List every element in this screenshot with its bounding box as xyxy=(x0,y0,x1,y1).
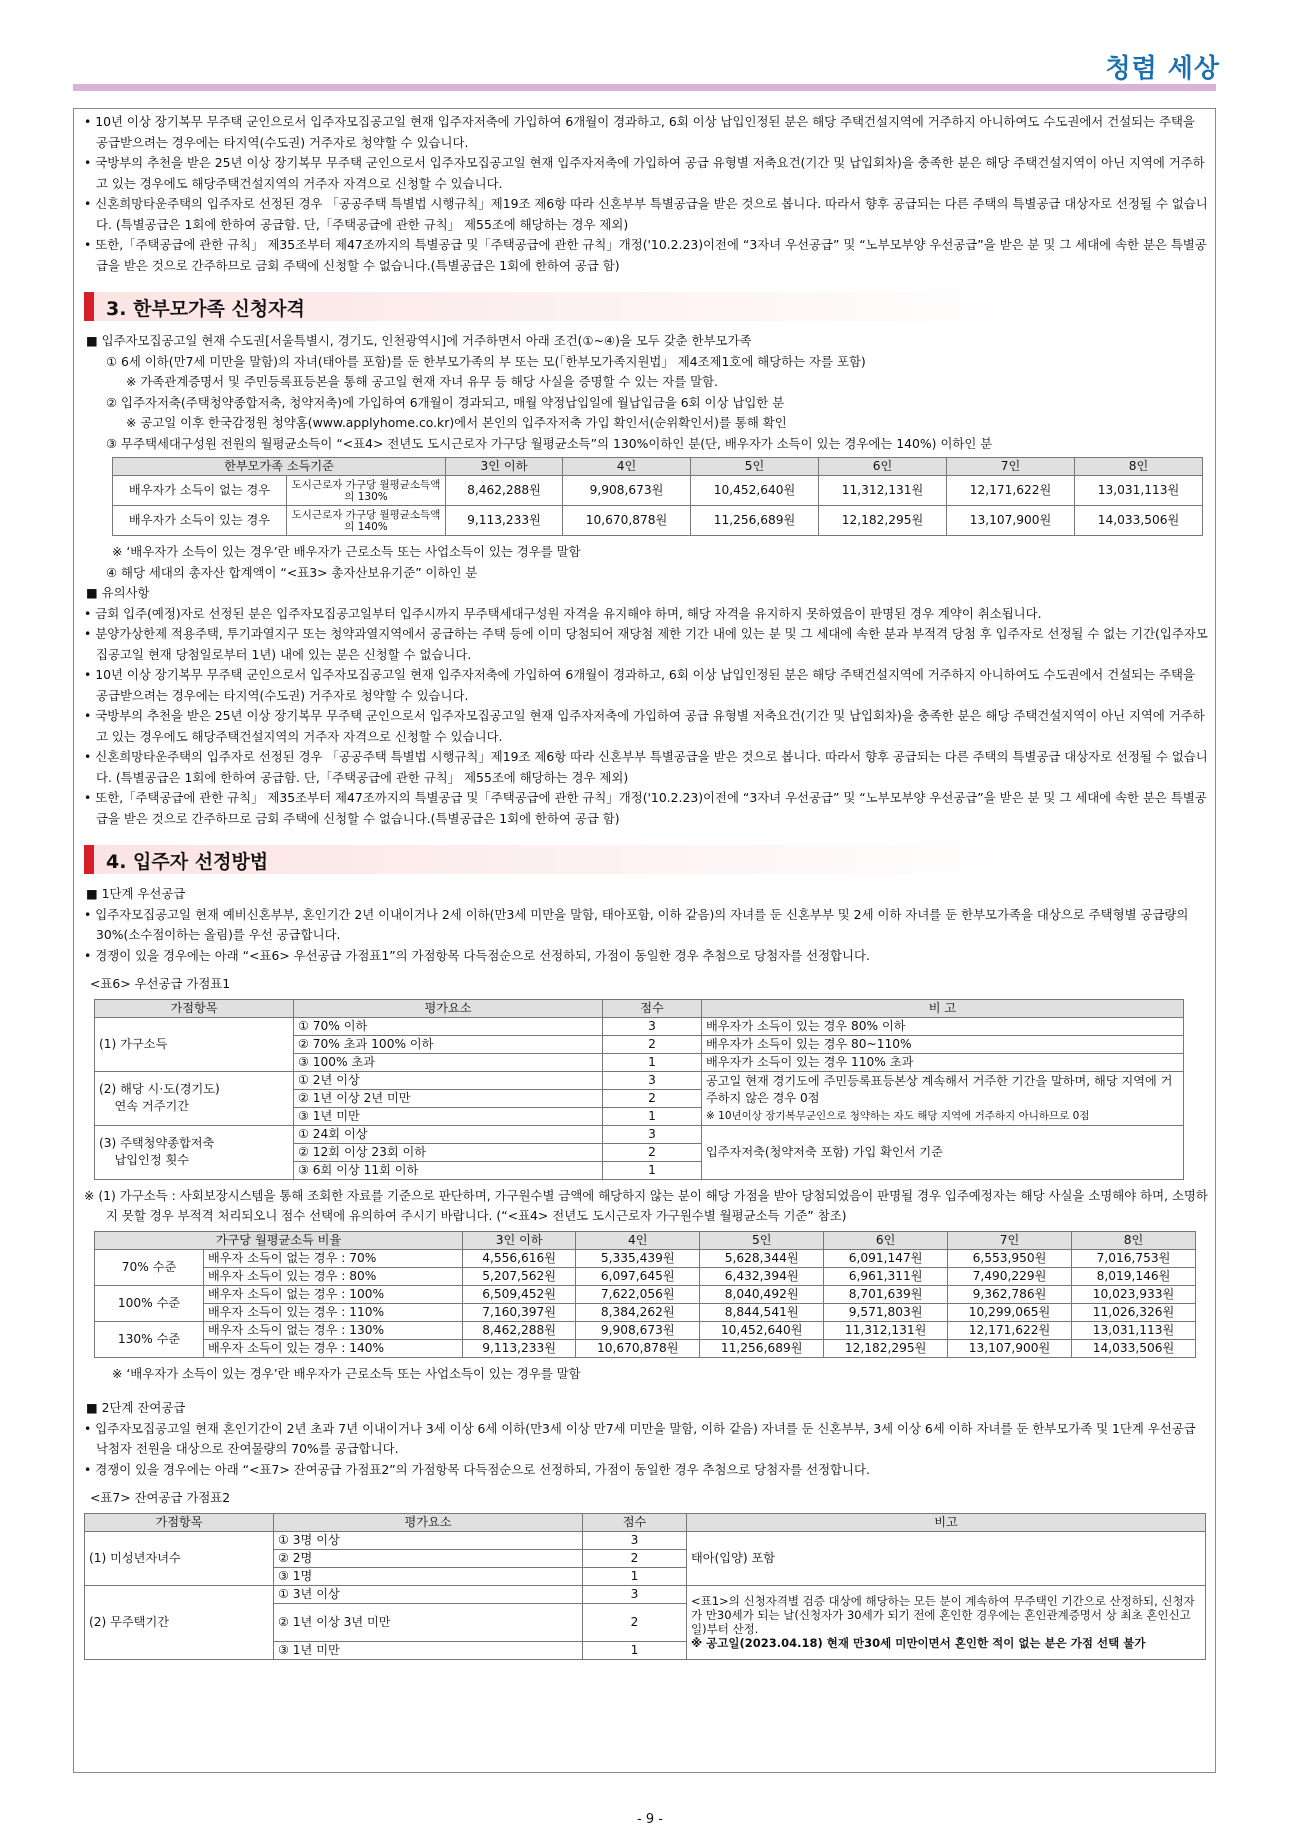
caution-item: • 신혼희망타운주택의 입주자로 선정된 경우 「공공주택 특별법 시행규칙」제19조 제6항 따라 신혼부부 특별공급을 받은 것으로 봅니다. 따라서 향후 공급되는 다른 주택의 특별공급 대상자로 선정될 수 없습니다. (특별공급은 1회에 한하여 공급함. 단,「주택공급에 관한 규칙」 제55조에 해당하는 경우 제외) xyxy=(84,749,1208,785)
table-header: 6인 xyxy=(819,458,947,476)
table6-caption: <표6> 우선공급 가점표1 xyxy=(90,976,231,991)
caution-title: ■ 유의사항 xyxy=(86,585,150,600)
step2-title: ■ 2단계 잔여공급 xyxy=(86,1400,186,1415)
table-row: 배우자가 소득이 없는 경우 도시근로자 가구당 월평균소득액의 130% 8,462,288원 9,908,673원 10,452,640원 11,312,131원 12,171,622원 13,031,113원 xyxy=(113,476,1203,506)
single-parent-income-table xyxy=(112,457,1203,536)
caution-item: • 국방부의 추천을 받은 25년 이상 장기복무 무주택 군인으로서 입주자모집공고일 현재 입주자저축에 가입하여 공급 유형별 저축요건(기간 및 납입회차)을 충족한 분은 해당 주택건설지역이 아닌 지역에 거주하고 있는 경우에도 해당주택건설지역의 거주자 자격으로 신청할 수 있습니다. xyxy=(84,708,1205,744)
caution-list xyxy=(84,604,1209,830)
section-heading-3: 3. 한부모가족 신청자격 xyxy=(84,292,1209,321)
condition-4: ④ 해당 세대의 총자산 합계액이 “<표3> 총자산보유기준” 이하인 분 xyxy=(106,564,478,580)
caution-item: • 또한,「주택공급에 관한 규칙」 제35조부터 제47조까지의 특별공급 및「주택공급에 관한 규칙」개정('10.2.23)이전에 “3자녀 우선공급” 및 “노부모부양 우선공급”을 받은 분 및 그 세대에 속한 분은 특별공급을 받은 것으로 간주하므로 금회 주택에 신청할 수 없습니다.(특별공급은 1회에 한하여 공급 함) xyxy=(84,790,1207,826)
page-content xyxy=(84,112,1209,1660)
caution-item: • 분양가상한제 적용주택, 투기과열지구 또는 청약과열지역에서 공급하는 주택 등에 이미 당첨되어 재당첨 제한 기간 내에 있는 분 및 그 세대에 속한 분과 부적격 당첨 후 입주자로 선정될 수 없는 기간(입주자모집공고일 현재 당첨일로부터 1년) 내에 있는 분은 신청할 수 없습니다. xyxy=(84,626,1208,662)
remaining-score-table: 가점항목 평가요소 점수 비고 (1) 미성년자녀수 ① 3명 이상 3 태아(입양) 포함 ② 2명 2 ③ 1명 1 (2) 무주택기간 ① 3년 이상 3 <표1>의 신청자격별 검증 대상에 해당하는 모든 분이 계속하여 무주택인 기간으로 산정하되, 신청자가 만30세가 되는 날(신청자가 30세가 되기 전에 혼인한 경우에는 혼인관계증명서 상 최초 혼인신고일)부터 산정. ※ 공고일(2023.04.18) 현재 만30세 미만이면서 혼인한 적이 없는 분은 가점 선택 불가 ② 1년 이상 3년 미만 2 ③ 1년 미만 1 xyxy=(84,1513,1206,1660)
table-header: 4인 xyxy=(563,458,691,476)
caution-item: • 금회 입주(예정)자로 선정된 분은 입주자모집공고일부터 입주시까지 무주택세대구성원 자격을 유지해야 하며, 해당 자격을 유지하지 못하였음이 판명된 경우 계약이 취소됩니다. xyxy=(84,605,1042,621)
header-rule xyxy=(73,84,1216,91)
table-header: 3인 이하 xyxy=(446,458,563,476)
sec3-lead: ■ 입주자모집공고일 현재 수도권[서울특별시, 경기도, 인천광역시]에 거주하면서 아래 조건(①~④)을 모두 갖춘 한부모가족 xyxy=(86,333,752,348)
step2-bullet: • 경쟁이 있을 경우에는 아래 “<표7> 잔여공급 가점표2”의 가점항목 다득점순으로 선정하되, 가점이 동일한 경우 추첨으로 당첨자를 선정합니다. xyxy=(84,1461,870,1477)
table-header: 8인 xyxy=(1074,458,1202,476)
condition-1-note: ※ 가족관계증명서 및 주민등록표등본을 통해 공고일 현재 자녀 유무 등 해당 사실을 증명할 수 있는 자를 말함. xyxy=(126,374,719,389)
step1-bullet: • 입주자모집공고일 현재 예비신혼부부, 혼인기간 2년 이내이거나 2세 이하(만3세 미만을 말함, 태아포함, 이하 같음)의 자녀를 둔 신혼부부 및 2세 이하 자녀를 둔 한부모가족을 대상으로 주택형별 공급량의 30%(소수점이하는 올림)를 우선 공급합니다. xyxy=(84,906,1189,942)
intro-bullet: • 국방부의 추천을 받은 25년 이상 장기복무 무주택 군인으로서 입주자모집공고일 현재 입주자저축에 가입하여 공급 유형별 저축요건(기간 및 납입회차)을 충족한 분은 해당 주택건설지역이 아닌 지역에 거주하고 있는 경우에도 해당주택건설지역의 거주자 자격으로 신청할 수 있습니다. xyxy=(84,155,1205,191)
intro-bullet: • 신혼희망타운주택의 입주자로 선정된 경우 「공공주택 특별법 시행규칙」제19조 제6항 따라 신혼부부 특별공급을 받은 것으로 봅니다. 따라서 향후 공급되는 다른 주택의 특별공급 대상자로 선정될 수 없습니다. (특별공급은 1회에 한하여 공급함. 단,「주택공급에 관한 규칙」 제55조에 해당하는 경우 제외) xyxy=(84,196,1208,232)
household-income-table: 가구당 월평균소득 비율 3인 이하 4인 5인 6인 7인 8인 70% 수준 배우자 소득이 없는 경우 : 70% 4,556,616원 5,335,439원 5,628,344원 6,091,147원 6,553,950원 7,016,753원 배우자 소득이 있는 경우 : 80% 5,207,562원 6,097,645원 6,432,394원 6,961,311원 7,490,229원 8,019,146원 100% 수준 배우자 소득이 없는 경우 : 100% 6,509,452원 7,622,056원 8,040,492원 8,701,639원 9,362,786원 10,023,933원 배우자 소득이 있는 경우 : 110% 7,160,397원 8,384,262원 8,844,541원 9,571,803원 10,299,065원 11,026,326원 130% 수준 배우자 소득이 없는 경우 : 130% 8,462,288원 9,908,673원 10,452,640원 11,312,131원 12,171,622원 13,031,113원 배우자 소득이 있는 경우 : 140% 9,113,233원 10,670,878원 11,256,689원 12,182,295원 13,107,900원 14,033,506원 xyxy=(94,1231,1196,1358)
condition-3: ③ 무주택세대구성원 전원의 월평균소득이 “<표4> 전년도 도시근로자 가구당 월평균소득”의 130%이하인 분(단, 배우자가 소득이 있는 경우에는 140%) 이하인 분 xyxy=(106,435,993,451)
table-row: 배우자가 소득이 있는 경우 도시근로자 가구당 월평균소득액의 140% 9,113,233원 10,670,878원 11,256,689원 12,182,295원 13,107,900원 14,033,506원 xyxy=(113,506,1203,536)
table-header: 5인 xyxy=(691,458,819,476)
intro-bullets xyxy=(84,112,1209,276)
section-heading-4: 4. 입주자 선정방법 xyxy=(84,845,1209,874)
step1-title: ■ 1단계 우선공급 xyxy=(86,886,186,901)
step2-bullet: • 입주자모집공고일 현재 혼인기간이 2년 초과 7년 이내이거나 3세 이상 6세 이하(만3세 이상 만7세 미만을 말함, 이하 같음) 자녀를 둔 신혼부부, 3세 이상 6세 이하 자녀를 둔 한부모가족 및 1단계 우선공급 낙첨자 전원을 대상으로 잔여물량의 70%를 공급합니다. xyxy=(84,1420,1196,1456)
table6-note: ※ (1) 가구소득 : 사회보장시스템을 통해 조회한 자료를 기준으로 판단하며, 가구원수별 금액에 해당하지 않는 분이 해당 가점을 받아 당첨되었음이 판명될 경우 입주예정자는 해당 사실을 소명해야 하며, 소명하지 못할 경우 부적격 처리되오니 점수 선택에 유의하여 주시기 바랍니다. (“<표4> 전년도 도시근로자 가구원수별 월평균소득 기준” 참조) xyxy=(84,1187,1208,1223)
caution-item: • 10년 이상 장기복무 무주택 군인으로서 입주자모집공고일 현재 입주자저축에 가입하여 6개월이 경과하고, 6회 이상 납입인정된 분은 해당 주택건설지역에 거주하지 아니하여도 수도권에서 건설되는 주택을 공급받으려는 경우에는 타지역(수도권) 거주자로 청약할 수 있습니다. xyxy=(84,667,1195,703)
income-table-note: ※ ‘배우자가 소득이 있는 경우’란 배우자가 근로소득 또는 사업소득이 있는 경우를 말함 xyxy=(112,1365,581,1381)
condition-2: ② 입주자저축(주택청약종합저축, 청약저축)에 가입하여 6개월이 경과되고, 매월 약정납입일에 월납입금을 6회 이상 납입한 분 xyxy=(106,394,785,410)
table-header: 7인 xyxy=(946,458,1074,476)
condition-1: ① 6세 이하(만7세 미만을 말함)의 자녀(태아를 포함)를 둔 한부모가족의 부 또는 모(「한부모가족지원법」 제4조제1호에 해당하는 자를 포함) xyxy=(106,353,866,369)
table-note: ※ ‘배우자가 소득이 있는 경우’란 배우자가 근로소득 또는 사업소득이 있는 경우를 말함 xyxy=(112,544,581,559)
brand-logo: 청렴 세상 xyxy=(1105,54,1220,84)
table-header: 한부모가족 소득기준 xyxy=(113,458,446,476)
condition-2-note: ※ 공고일 이후 한국감정원 청약홈(www.applyhome.co.kr)에서 본인의 입주자저축 가입 확인서(순위확인서)를 통해 확인 xyxy=(126,415,787,430)
priority-score-table: 가점항목 평가요소 점수 비 고 (1) 가구소득 ① 70% 이하 3 배우자가 소득이 있는 경우 80% 이하 ② 70% 초과 100% 이하 2 배우자가 소득이 있는 경우 80~110% ③ 100% 초과 1 배우자가 소득이 있는 경우 110% 초과 (2) 해당 시·도(경기도) 연속 거주기간 ① 2년 이상 3 공고일 현재 경기도에 주민등록표등본상 계속해서 거주한 기간을 말하며, 해당 지역에 거주하지 않은 경우 0점 ※ 10년이상 장기복무군인으로 청약하는 자도 해당 지역에 거주하지 아니하므로 0점 ② 1년 이상 2년 미만 2 ③ 1년 미만 1 (3) 주택청약종합저축 납입인정 횟수 ① 24회 이상 3 입주자저축(청약저축 포함) 가입 확인서 기준 ② 12회 이상 23회 이하 2 ③ 6회 이상 11회 이하 1 xyxy=(94,999,1184,1180)
intro-bullet: • 10년 이상 장기복무 무주택 군인으로서 입주자모집공고일 현재 입주자저축에 가입하여 6개월이 경과하고, 6회 이상 납입인정된 분은 해당 주택건설지역에 거주하지 아니하여도 수도권에서 건설되는 주택을 공급받으려는 경우에는 타지역(수도권) 거주자로 청약할 수 있습니다. xyxy=(84,114,1195,150)
table7-caption: <표7> 잔여공급 가점표2 xyxy=(90,1490,231,1505)
intro-bullet: • 또한,「주택공급에 관한 규칙」 제35조부터 제47조까지의 특별공급 및「주택공급에 관한 규칙」개정('10.2.23)이전에 “3자녀 우선공급” 및 “노부모부양 우선공급”을 받은 분 및 그 세대에 속한 분은 특별공급을 받은 것으로 간주하므로 금회 주택에 신청할 수 없습니다.(특별공급은 1회에 한하여 공급 함) xyxy=(84,237,1207,273)
page-number: - 9 - xyxy=(637,1812,663,1827)
step1-bullet: • 경쟁이 있을 경우에는 아래 “<표6> 우선공급 가점표1”의 가점항목 다득점순으로 선정하되, 가점이 동일한 경우 추첨으로 당첨자를 선정합니다. xyxy=(84,947,870,963)
